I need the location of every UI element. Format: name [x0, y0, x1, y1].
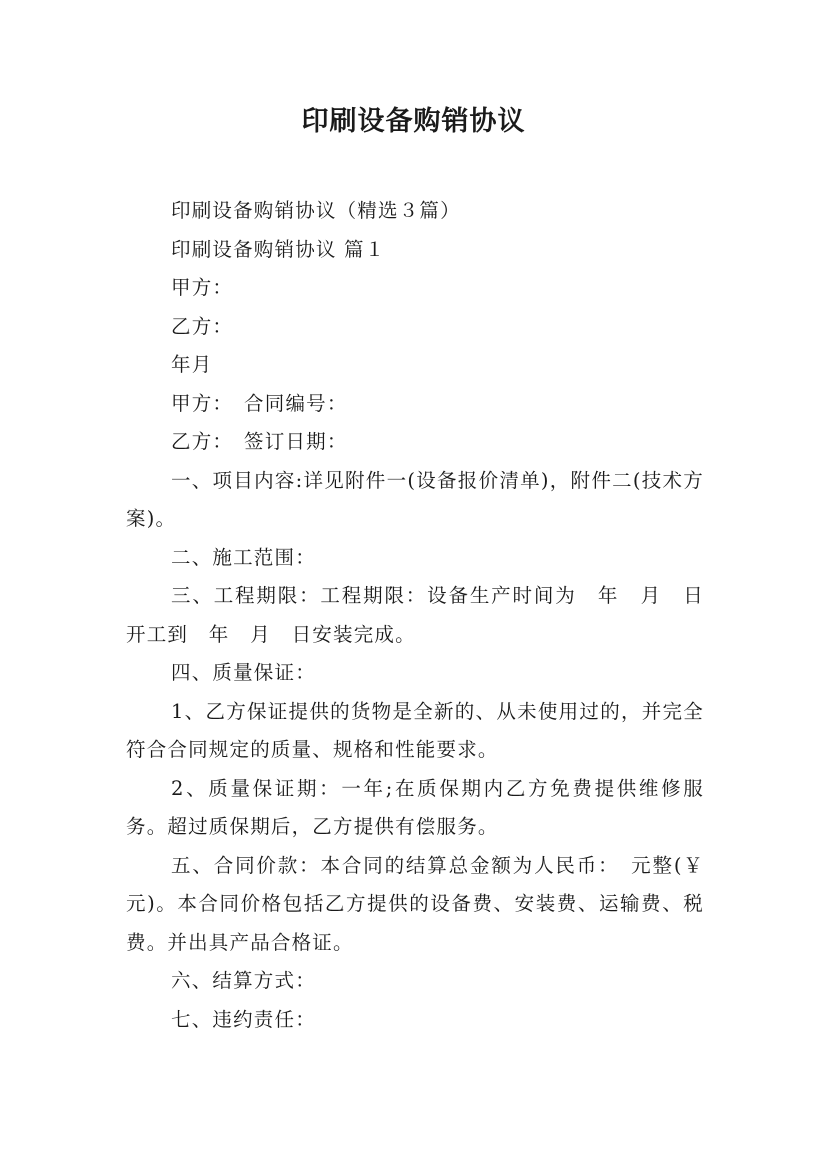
- paragraph-clause-3: 三、工程期限：工程期限：设备生产时间为 年 月 日开工到 年 月 日安装完成。: [126, 584, 704, 646]
- paragraph-party-a: 甲方：: [171, 276, 234, 299]
- paragraph-clause-7: 七、违约责任：: [171, 1007, 316, 1031]
- paragraph-clause-6: 六、结算方式：: [171, 969, 316, 992]
- paragraph-clause-4-item-1: 1、乙方保证提供的货物是全新的、从未使用过的，并完全符合合同规定的质量、规格和性能要求。: [126, 699, 704, 761]
- paragraph-clause-5: 五、合同价款：本合同的结算总金额为人民币： 元整(￥ 元)。本合同价格包括乙方提供的设备费、安装费、运输费、税费。并出具产品合格证。: [126, 853, 725, 954]
- paragraph-subtitle: 印刷设备购销协议（精选３篇）: [171, 199, 461, 222]
- paragraph-clause-2: 二、施工范围：: [171, 545, 316, 569]
- paragraph-contract-number: 甲方： 合同编号：: [171, 391, 348, 415]
- paragraph-clause-1: 一、项目内容:详见附件一(设备报价清单)，附件二(技术方案)。: [126, 468, 704, 530]
- document-title: 印刷设备购销协议: [301, 106, 526, 137]
- paragraph-signing-date: 乙方： 签订日期：: [171, 430, 348, 453]
- paragraph-party-b: 乙方：: [171, 314, 234, 338]
- paragraph-section-heading: 印刷设备购销协议 篇１: [171, 237, 386, 261]
- paragraph-clause-4-item-2: 2、质量保证期：一年;在质保期内乙方免费提供维修服务。超过质保期后，乙方提供有偿服务。: [126, 776, 704, 838]
- document-body: [126, 192, 725, 1039]
- paragraph-clause-4: 四、质量保证：: [171, 661, 316, 684]
- paragraph-date: 年月: [171, 353, 213, 376]
